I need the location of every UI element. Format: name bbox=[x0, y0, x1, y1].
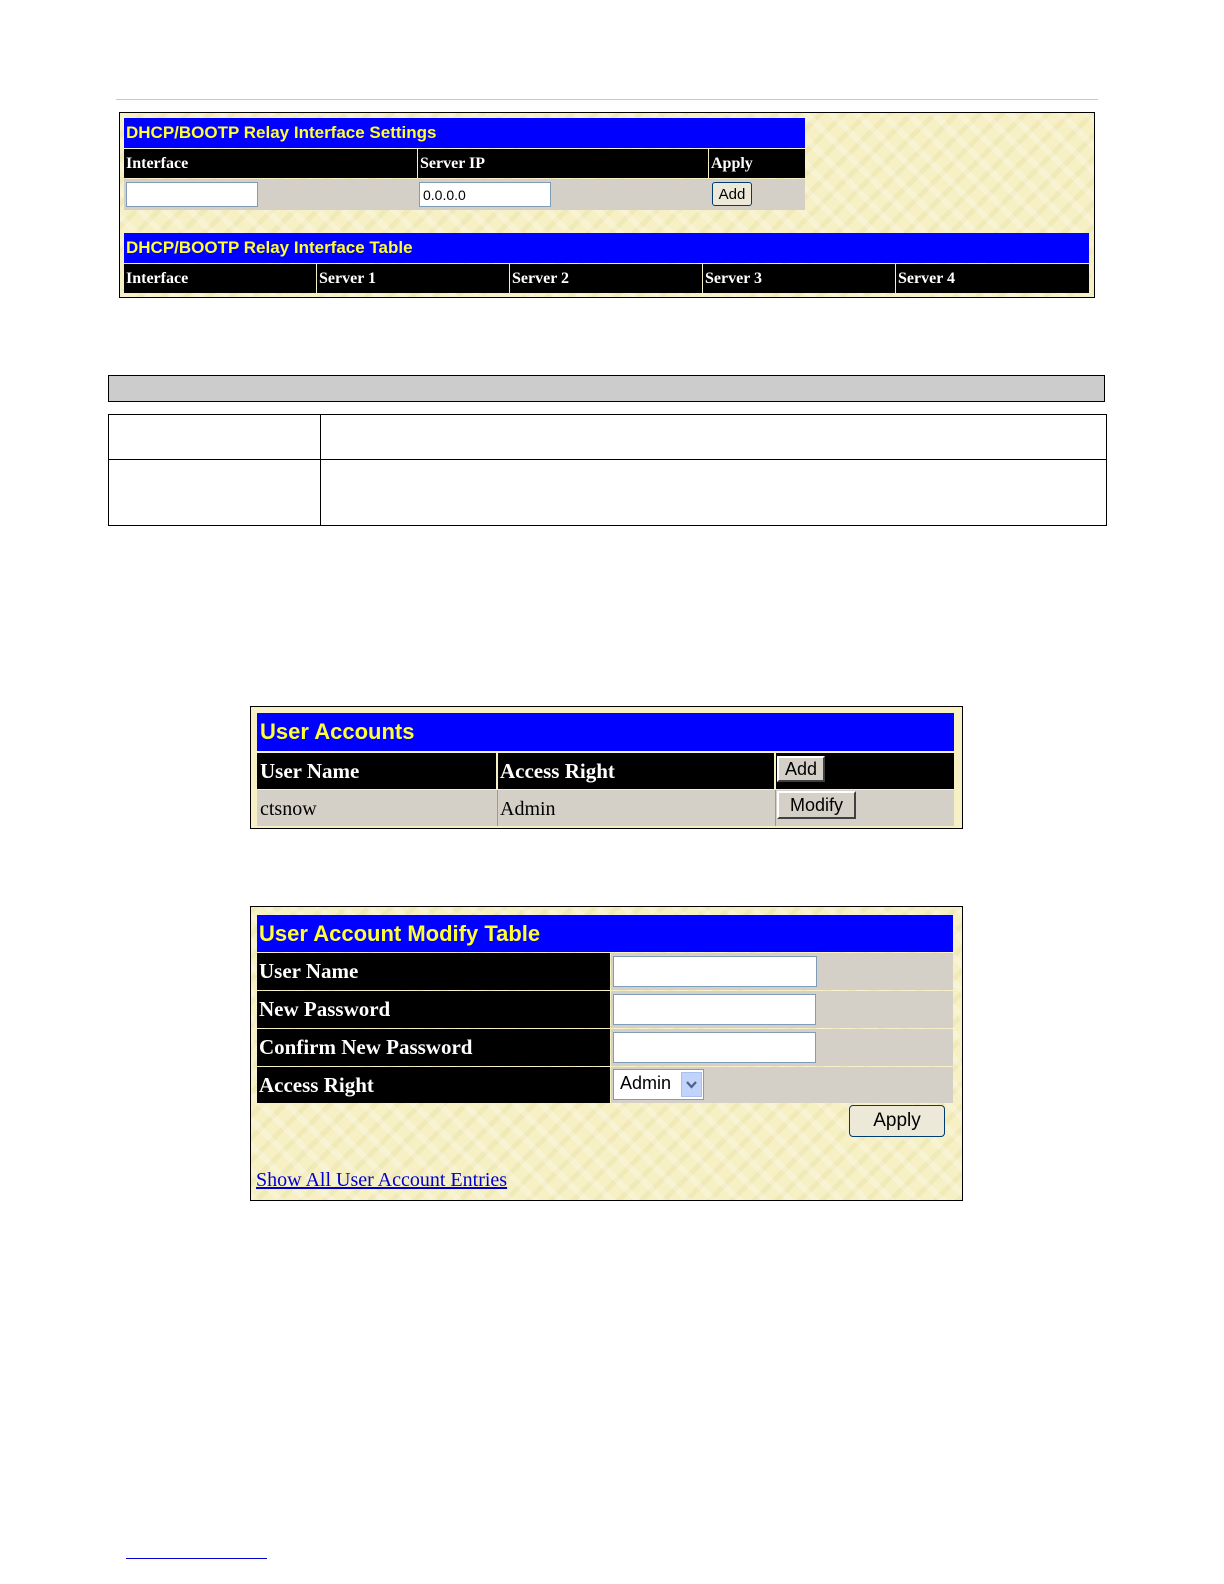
modify-table-title: User Account Modify Table bbox=[257, 915, 953, 952]
access-right-selected-value: Admin bbox=[620, 1073, 672, 1093]
dhcp-settings-header-server-ip: Server IP bbox=[418, 149, 708, 178]
confirm-password-input[interactable] bbox=[613, 1032, 816, 1063]
dhcp-table-title: DHCP/BOOTP Relay Interface Table bbox=[124, 233, 1089, 263]
dhcp-settings-header-interface: Interface bbox=[124, 149, 417, 178]
dhcp-table-header-server-3: Server 3 bbox=[703, 264, 895, 293]
user-accounts-title: User Accounts bbox=[257, 713, 954, 751]
modify-label-user-name: User Name bbox=[257, 953, 610, 990]
interface-input[interactable] bbox=[126, 182, 258, 207]
doc-table-row-divider bbox=[109, 459, 1106, 460]
new-password-input[interactable] bbox=[613, 994, 816, 1025]
apply-button[interactable]: Apply bbox=[849, 1105, 945, 1137]
user-accounts-header-user-name: User Name bbox=[257, 753, 496, 789]
access-right-cell: Admin bbox=[500, 798, 556, 820]
user-name-cell: ctsnow bbox=[260, 798, 317, 820]
dhcp-table-header-server-2: Server 2 bbox=[510, 264, 702, 293]
dhcp-settings-title: DHCP/BOOTP Relay Interface Settings bbox=[124, 118, 805, 148]
access-right-select[interactable] bbox=[613, 1069, 704, 1100]
modify-table-panel bbox=[250, 906, 963, 1201]
dhcp-table-header-interface: Interface bbox=[124, 264, 316, 293]
user-accounts-add-button[interactable]: Add bbox=[777, 756, 825, 782]
doc-table bbox=[108, 414, 1107, 526]
server-ip-input[interactable] bbox=[419, 182, 551, 207]
row-divider bbox=[497, 790, 498, 826]
dhcp-table-header-server-1: Server 1 bbox=[317, 264, 509, 293]
doc-table-col-divider bbox=[320, 415, 321, 525]
dhcp-relay-panel bbox=[119, 112, 1095, 298]
page-top-rule bbox=[116, 99, 1098, 100]
row-divider bbox=[775, 790, 776, 826]
show-all-user-accounts-link[interactable]: Show All User Account Entries bbox=[256, 1169, 508, 1191]
user-name-input[interactable] bbox=[613, 956, 817, 987]
dhcp-add-button[interactable]: Add bbox=[712, 182, 752, 206]
dhcp-table-header-server-4: Server 4 bbox=[896, 264, 1089, 293]
modify-label-new-password: New Password bbox=[257, 991, 610, 1028]
modify-label-access-right: Access Right bbox=[257, 1067, 610, 1103]
dhcp-settings-header-apply: Apply bbox=[709, 149, 805, 178]
chevron-down-icon[interactable] bbox=[681, 1072, 702, 1097]
user-accounts-panel bbox=[250, 706, 963, 829]
footer-link-underline bbox=[126, 1558, 267, 1559]
modify-label-confirm-password: Confirm New Password bbox=[257, 1029, 610, 1066]
modify-button[interactable]: Modify bbox=[777, 791, 856, 819]
doc-table-header-bar bbox=[108, 375, 1105, 402]
user-accounts-header-access-right: Access Right bbox=[498, 753, 774, 789]
